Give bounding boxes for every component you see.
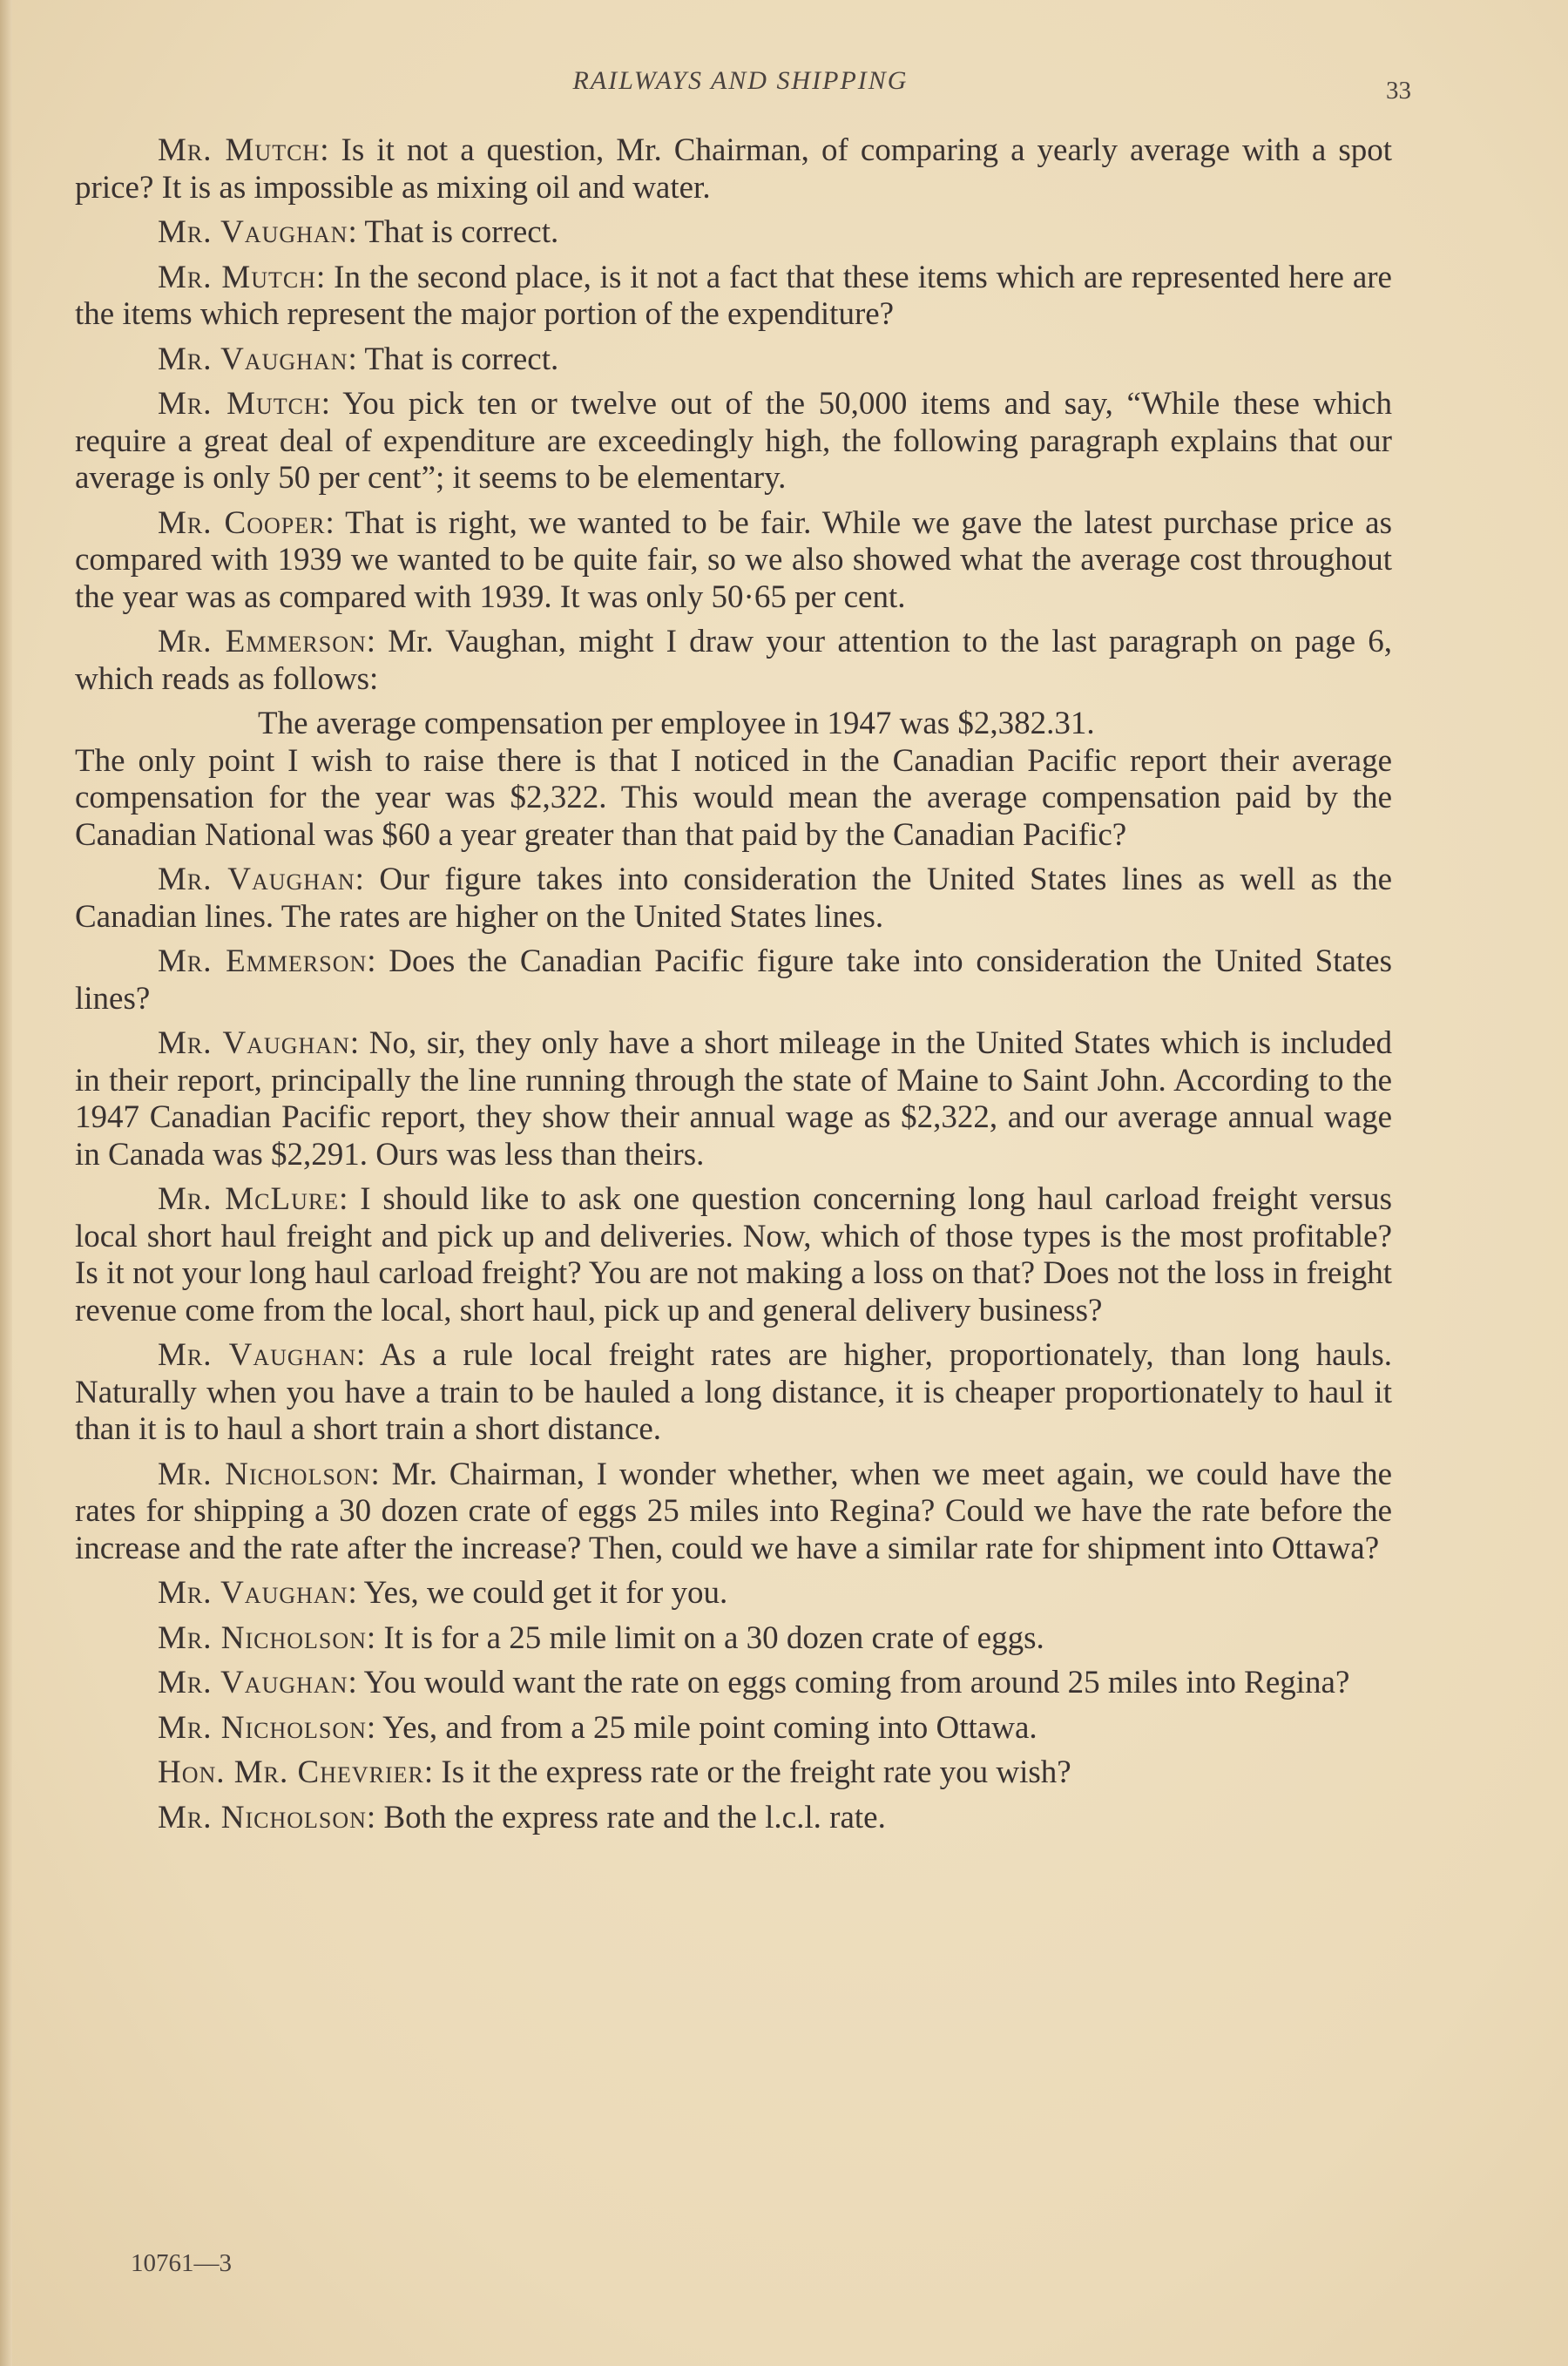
transcript-paragraph [75,862,1392,936]
speaker-name: Mr. Vaughan [158,1665,348,1700]
transcript-paragraph [75,1710,1392,1747]
transcript-paragraph [75,1665,1392,1702]
page-number: 33 [1386,77,1411,105]
speaker-colon: : [348,1575,364,1611]
transcript-paragraph [75,624,1392,698]
transcript-paragraph [75,1337,1392,1449]
paragraph-text: That is right, we wanted to be fair. While we gave the latest purchase price as compared with 1939 we wanted to be quite fair, so we also showed what the average cost throughout the year was as compared with 1939. It was only 50·65 per cent. [75,504,1393,615]
transcript-paragraph [75,1575,1392,1612]
speaker-name: Mr. Emmerson [158,943,368,979]
paragraph-text: You pick ten or twelve out of the 50,000 items and say, “While these which require a great deal of expenditure are exceedingly high, the following paragraph explains that our average is only 50 per cent”; it seems to be elementary. [75,386,1392,496]
speaker-colon: : [320,132,341,168]
speaker-name: Mr. Nicholson [158,1709,367,1746]
transcript-paragraph [75,260,1392,334]
speaker-colon: : [366,1709,383,1746]
speaker-colon: : [370,1456,392,1492]
paragraph-text: No, sir, they only have a short mileage in the United States which is included in their report, principally the line running through the state of Maine to Saint John. According to the 1947 Canadian Pacific report, they show their annual wage as $2,322, and our average annual wage in Canada was $2,291. Ours was less than theirs. [75,1025,1393,1173]
printer-signature-mark: 10761—3 [131,2249,232,2277]
speaker-name: Mr. Vaughan [158,862,355,897]
paragraph-text: Is it not a question, Mr. Chairman, of comparing a yearly average with a spot price? It is as impossible as mixing oil and water. [75,132,1392,206]
speaker-colon: : [339,1181,361,1217]
transcript-paragraph [75,743,1392,855]
speaker-name: Mr. Mutch [158,386,321,422]
paragraph-text: That is correct. [364,341,559,377]
transcript-paragraph [75,386,1392,497]
speaker-colon: : [356,1337,381,1373]
speaker-colon: : [316,259,335,295]
speaker-colon: : [423,1754,442,1790]
paragraph-text: Yes, we could get it for you. [363,1575,728,1611]
paragraph-text: Is it the express rate or the freight rate you wish? [441,1754,1071,1790]
speaker-colon: : [349,1025,369,1061]
speaker-name: Mr. Nicholson [158,1456,371,1492]
speaker-name: Mr. Mutch [158,259,317,295]
transcript-paragraph [75,1754,1392,1792]
transcript-paragraph [75,505,1392,617]
speaker-colon: : [367,943,389,979]
paragraph-text: Mr. Chairman, I wonder whether, when we meet again, we could have the rates for shipping a 30 dozen crate of eggs 25 miles into Regina? Could we have the rate before the increase and the rate after the increase? Then, could we have a similar rate for shipment into Ottawa? [75,1456,1392,1566]
paragraph-text: It is for a 25 mile limit on a 30 dozen crate of eggs. [383,1619,1044,1656]
transcript-paragraph [75,132,1392,206]
paragraph-text: Yes, and from a 25 mile point coming into Ottawa. [382,1709,1037,1746]
page-binding-edge [0,0,12,2366]
speaker-colon: : [348,1665,364,1700]
transcript-paragraph [75,1457,1392,1568]
paragraph-text: As a rule local freight rates are higher, proportionately, than long hauls. Naturally when you have a train to be hauled a long distance, it is cheaper proportionately to haul it than it is to haul a short train a short distance. [75,1337,1392,1447]
speaker-colon: : [321,386,343,422]
speaker-colon: : [355,862,380,897]
paragraph-text: The only point I wish to raise there is that I noticed in the Canadian Pacific report their average compensation for the year was $2,322. This would mean the average compensation paid by the Canadian National was $60 a year greater than that paid by the Canadian Pacific? [75,742,1392,853]
speaker-colon: : [366,1619,384,1656]
paragraph-text: That is correct. [364,214,559,250]
transcript-paragraph [75,214,1392,252]
transcript-body [75,132,1392,1844]
running-head: RAILWAYS AND SHIPPING [572,66,909,95]
speaker-name: Mr. Nicholson [158,1619,367,1656]
transcript-paragraph [75,341,1392,379]
transcript-paragraph [75,1620,1392,1658]
paragraph-text: Does the Canadian Pacific figure take into consideration the United States lines? [75,943,1392,1017]
speaker-name: Mr. Vaughan [158,214,348,250]
speaker-name: Mr. Nicholson [158,1799,367,1835]
speaker-name: Mr. Vaughan [158,341,348,377]
speaker-name: Mr. Vaughan [158,1337,357,1373]
speaker-colon: : [325,504,346,541]
paragraph-text: Mr. Vaughan, might I draw your attention to the last paragraph on page 6, which reads as follows: [75,624,1392,697]
paragraph-text: Our figure takes into consideration the United States lines as well as the Canadian lines. The rates are higher on the United States lines. [75,862,1393,935]
speaker-name: Mr. Vaughan [158,1025,350,1061]
speaker-name: Mr. Cooper [158,504,326,541]
speaker-name: Mr. Emmerson [158,624,367,659]
transcript-paragraph [75,1800,1392,1837]
transcript-paragraph [75,1181,1392,1329]
speaker-colon: : [366,624,389,659]
speaker-name: Mr. Mutch [158,132,321,168]
speaker-name: Mr. Vaughan [158,1575,348,1611]
paragraph-text: Both the express rate and the l.c.l. rate. [383,1799,886,1835]
speaker-name: Mr. McLure [158,1181,340,1217]
paragraph-text: You would want the rate on eggs coming from around 25 miles into Regina? [363,1665,1350,1700]
speaker-colon: : [348,341,365,377]
paragraph-text: The average compensation per employee in 1947 was $2,382.31. [258,706,1095,741]
quoted-passage [75,706,1392,743]
speaker-colon: : [348,214,365,250]
transcript-paragraph [75,1025,1392,1173]
paragraph-text: I should like to ask one question concerning long haul carload freight versus local short haul freight and pick up and deliveries. Now, which of those types is the most profitable? Is it not your long haul carload freight? You are not making a loss on that? Does not the loss in freight revenue come from the local, short haul, pick up and general delivery business? [75,1181,1392,1328]
speaker-colon: : [366,1799,384,1835]
speaker-name: Hon. Mr. Chevrier [158,1754,424,1790]
transcript-paragraph [75,943,1392,1017]
paragraph-text: In the second place, is it not a fact that these items which are represented here are the items which represent the major portion of the expenditure? [75,259,1392,332]
